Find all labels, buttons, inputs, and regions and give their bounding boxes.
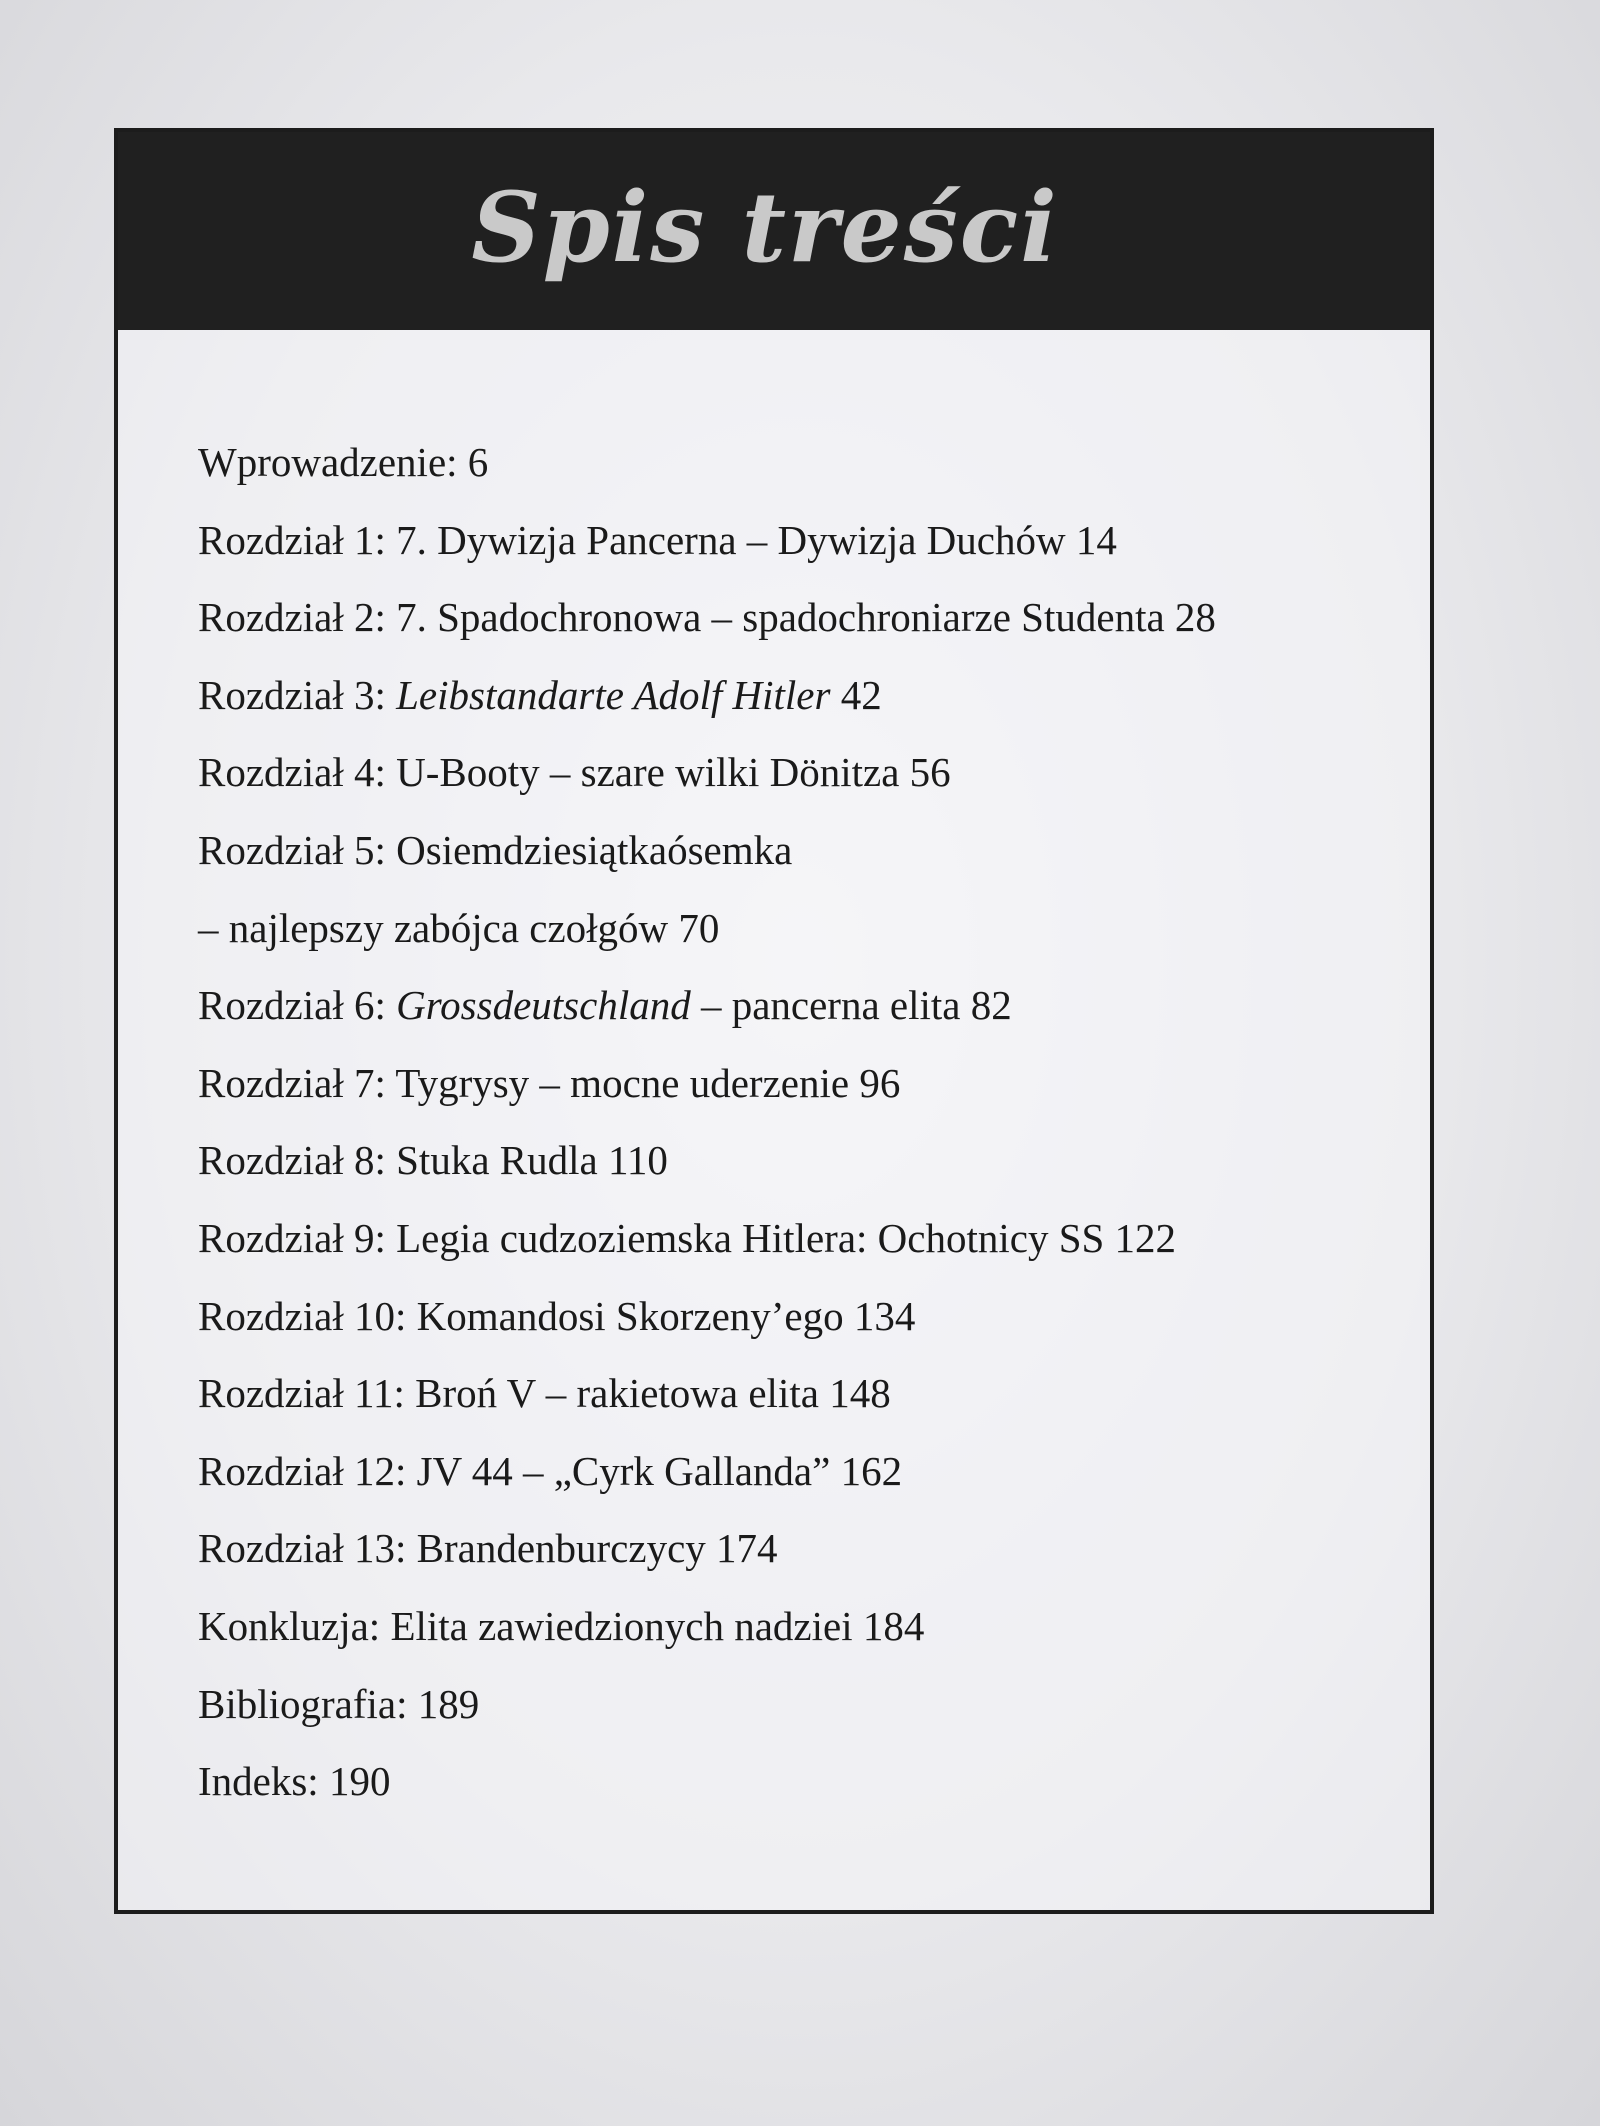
toc-entry-label: Konkluzja: — [198, 1602, 381, 1649]
toc-entry — [198, 896, 1370, 974]
toc-entry-title: Elita zawiedzionych nadziei — [390, 1602, 853, 1649]
toc-frame — [114, 128, 1434, 1914]
toc-entry-label: Rozdział 11: — [198, 1370, 405, 1417]
toc-entry-title: Komandosi Skorzeny’ego — [416, 1292, 844, 1339]
toc-entry-title-rest: – pancerna elita — [700, 982, 961, 1029]
toc-entry-title: – najlepszy zabójca czołgów — [198, 904, 669, 951]
toc-entry-page: 6 — [467, 439, 489, 485]
toc-entry — [198, 663, 1370, 741]
toc-entry-label: Indeks: — [198, 1758, 319, 1805]
toc-entry-label: Bibliografia: — [198, 1680, 408, 1727]
toc-entry-label: Rozdział 13: — [198, 1525, 407, 1572]
toc-entry — [198, 1516, 1370, 1594]
toc-entry-title: Osiemdziesiątkaósemka — [396, 826, 793, 873]
toc-entry-page: 96 — [859, 1059, 901, 1106]
toc-list — [198, 430, 1370, 1827]
toc-entry — [198, 508, 1370, 586]
title-bar — [118, 132, 1430, 330]
toc-entry-title-italic: Grossdeutschland — [396, 982, 691, 1029]
toc-entry-label: Rozdział 4: — [198, 749, 386, 796]
toc-entry-title: Legia cudzoziemska Hitlera: Ochotnicy SS — [396, 1214, 1105, 1261]
toc-entry-label: Rozdział 7: — [198, 1059, 386, 1106]
toc-entry — [198, 818, 1370, 896]
toc-entry-title: Stuka Rudla — [396, 1137, 598, 1184]
toc-entry — [198, 1439, 1370, 1517]
toc-entry — [198, 1672, 1370, 1750]
toc-entry-label: Rozdział 5: — [198, 826, 386, 873]
toc-entry-page: 148 — [829, 1370, 891, 1417]
toc-entry-page: 122 — [1114, 1214, 1177, 1261]
toc-entry-page: 134 — [853, 1292, 916, 1339]
toc-entry-title-italic: Leibstandarte Adolf Hitler — [396, 671, 831, 718]
toc-entry-label: Rozdział 6: — [198, 982, 386, 1029]
toc-entry-page: 14 — [1075, 516, 1117, 563]
toc-entry-page: 28 — [1174, 594, 1216, 641]
toc-entry-page: 70 — [678, 904, 720, 951]
toc-entry — [198, 1749, 1370, 1827]
toc-entry — [198, 973, 1370, 1051]
toc-entry — [198, 585, 1370, 663]
toc-entry-label: Rozdział 8: — [198, 1137, 386, 1184]
toc-entry-label: Rozdział 10: — [198, 1292, 407, 1339]
toc-entry-page: 42 — [840, 671, 882, 718]
toc-entry-label: Rozdział 2: — [198, 594, 386, 641]
toc-entry — [198, 1206, 1370, 1284]
toc-entry-page: 56 — [909, 749, 951, 796]
toc-entry — [198, 1361, 1370, 1439]
toc-entry-title: 7. Spadochronowa – spadochroniarze Studenta — [396, 594, 1165, 641]
toc-entry-label: Rozdział 3: — [198, 671, 386, 718]
toc-entry-title: JV 44 – „Cyrk Gallanda” — [416, 1447, 831, 1494]
toc-entry — [198, 1051, 1370, 1129]
toc-entry — [198, 740, 1370, 818]
toc-entry-page: 189 — [417, 1680, 480, 1727]
toc-entry-page: 162 — [840, 1447, 903, 1494]
toc-entry-page: 82 — [970, 982, 1012, 1029]
toc-entry-label: Rozdział 12: — [198, 1447, 407, 1494]
toc-entry-title: 7. Dywizja Pancerna – Dywizja Duchów — [396, 516, 1066, 563]
toc-entry-title: Broń V – rakietowa elita — [415, 1370, 819, 1417]
toc-entry-page: 174 — [716, 1525, 778, 1572]
toc-entry-label: Rozdział 9: — [198, 1214, 386, 1261]
toc-entry-page: 184 — [862, 1602, 925, 1649]
toc-entry-label: Wprowadzenie: — [198, 439, 458, 485]
toc-entry-title: U-Booty – szare wilki Dönitza — [396, 749, 900, 796]
toc-entry-page: 190 — [328, 1758, 391, 1805]
toc-entry — [198, 1128, 1370, 1206]
page-title: Spis treści — [471, 170, 1059, 284]
toc-entry-title: Brandenburczycy — [416, 1525, 706, 1572]
toc-entry — [198, 430, 1370, 508]
toc-entry — [198, 1594, 1370, 1672]
toc-entry-page: 110 — [607, 1137, 668, 1184]
toc-entry-label: Rozdział 1: — [198, 516, 386, 563]
toc-entry — [198, 1284, 1370, 1362]
toc-entry-title: Tygrysy – mocne uderzenie — [395, 1059, 850, 1106]
